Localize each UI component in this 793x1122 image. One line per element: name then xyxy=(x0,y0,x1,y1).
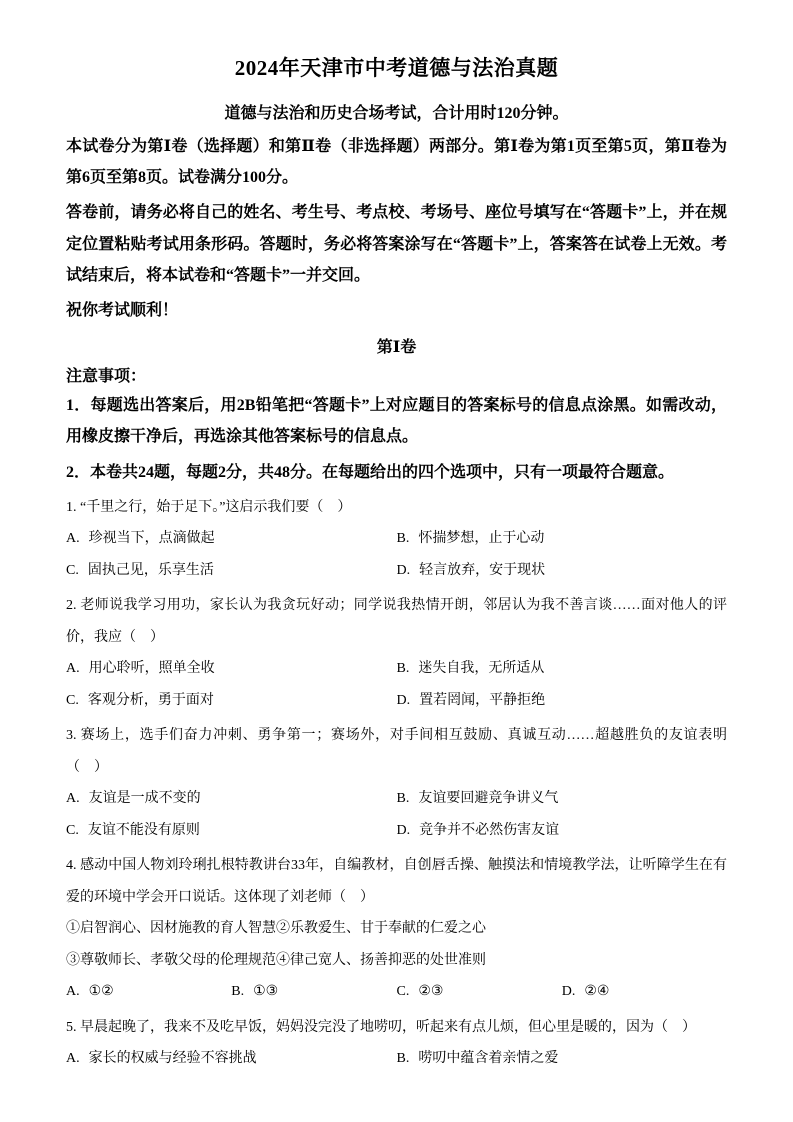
question-2-option-b xyxy=(397,653,728,685)
section-heading: 第Ⅰ卷 xyxy=(376,339,417,357)
question-2-option-a xyxy=(66,653,397,685)
option-label: C. xyxy=(66,562,79,578)
exam-subtitle: 道德与法治和历史合场考试，合计用时120分钟。 xyxy=(224,105,569,122)
question-1-stem: 1. “千里之行，始于足下。”这启示我们要（ ） xyxy=(66,499,352,515)
option-text: 客观分析，勇于面对 xyxy=(87,692,214,708)
note-2: 2．本卷共24题，每题2分，共48分。在每题给出的四个选项中，只有一项最符合题意。 xyxy=(66,463,675,481)
option-label: D. xyxy=(396,692,411,708)
option-label: A. xyxy=(66,791,80,807)
option-text: 友谊是一成不变的 xyxy=(88,791,201,807)
question-2 xyxy=(66,590,727,716)
question-5-stem: 5. 早晨起晚了，我来不及吃早饭，妈妈没完没了地唠叨，听起来有点儿烦，但心里是暖的，因为（ ） xyxy=(66,1019,696,1035)
question-5-options xyxy=(66,1043,727,1075)
option-text: 竞争并不必然伤害友谊 xyxy=(419,822,560,838)
option-label: B. xyxy=(396,661,410,677)
question-4-option-b xyxy=(231,976,396,1008)
question-3-option-b xyxy=(397,783,728,815)
question-4-option-c xyxy=(397,976,562,1008)
option-label: A. xyxy=(66,531,80,547)
option-label: D. xyxy=(561,984,576,1000)
question-1-option-d xyxy=(397,555,728,587)
option-label: D. xyxy=(396,822,411,838)
option-label: B. xyxy=(396,791,410,807)
option-label: B. xyxy=(231,984,245,1000)
notes-heading: 注意事项： xyxy=(66,368,147,386)
question-2-option-c xyxy=(66,685,397,717)
option-text: ②④ xyxy=(584,984,610,1000)
question-4-stem: 4. 感动中国人物刘玲琍扎根特教讲台33年，自编教材，自创唇舌操、触摸法和情境教学法，让听障学生在有爱的环境中学会开口说话。这体现了刘老师（ ） xyxy=(66,858,727,905)
question-4-option-a xyxy=(66,976,231,1008)
page-title: 2024年天津市中考道德与法治真题 xyxy=(234,56,559,80)
question-1 xyxy=(66,492,727,587)
question-3-option-c xyxy=(66,815,397,847)
question-3-option-d xyxy=(397,815,728,847)
question-1-option-b xyxy=(397,523,728,555)
question-4 xyxy=(66,850,727,1008)
option-label: C. xyxy=(66,822,79,838)
option-text: 轻言放弃，安于现状 xyxy=(419,562,546,578)
question-5-option-b xyxy=(397,1043,728,1075)
option-label: C. xyxy=(396,984,410,1000)
option-label: A. xyxy=(66,1051,80,1067)
question-2-stem: 2. 老师说我学习用功，家长认为我贪玩好动；同学说我热情开朗，邻居认为我不善言谈……面对他人的评价，我应（ ） xyxy=(66,598,727,645)
option-text: 用心聆听，照单全收 xyxy=(88,661,215,677)
option-text: 家长的权威与经验不容挑战 xyxy=(88,1051,257,1067)
option-label: D. xyxy=(396,562,411,578)
option-text: 友谊要回避竞争讲义气 xyxy=(418,791,559,807)
note-1: 1．每题选出答案后，用2B铅笔把“答题卡”上对应题目的答案标号的信息点涂黑。如需改动，用橡皮擦干净后，再选涂其他答案标号的信息点。 xyxy=(66,397,727,446)
question-1-option-a xyxy=(66,523,397,555)
question-5-option-a xyxy=(66,1043,397,1075)
option-text: 唠叨中蕴含着亲情之爱 xyxy=(418,1051,559,1067)
question-4-subitems-2: ③尊敬师长、孝敬父母的伦理规范④律己宽人、扬善抑恶的处世准则 xyxy=(66,952,486,968)
option-label: A. xyxy=(66,661,80,677)
question-3-options xyxy=(66,783,727,846)
option-label: C. xyxy=(66,692,79,708)
question-4-subitems-1: ①启智润心、因材施教的育人智慧②乐教爱生、甘于奉献的仁爱之心 xyxy=(66,921,486,937)
question-3 xyxy=(66,720,727,846)
option-label: A. xyxy=(66,984,80,1000)
option-text: 固执己见，乐享生活 xyxy=(87,562,214,578)
option-text: 友谊不能没有原则 xyxy=(87,822,200,838)
option-text: 珍视当下，点滴做起 xyxy=(88,531,215,547)
question-1-option-c xyxy=(66,555,397,587)
question-1-options xyxy=(66,523,727,586)
question-3-stem: 3. 赛场上，选手们奋力冲刺、勇争第一；赛场外，对手间相互鼓励、真诚互动……超越胜负的友谊表明（ ） xyxy=(66,728,727,775)
question-4-option-d xyxy=(562,976,727,1008)
option-text: ②③ xyxy=(418,984,444,1000)
intro-paragraph-2: 答卷前，请务必将自己的姓名、考生号、考点校、考场号、座位号填写在“答题卡”上，并在规定位置粘贴考试用条形码。答题时，务必将答案涂写在“答题卡”上，答案答在试卷上无效。考试结束后，将本试卷和“答题卡”一并交回。 xyxy=(66,204,727,284)
option-label: B. xyxy=(396,531,410,547)
option-text: ①② xyxy=(88,984,114,1000)
option-text: 怀揣梦想，止于心动 xyxy=(418,531,545,547)
intro-paragraph-1: 本试卷分为第Ⅰ卷（选择题）和第Ⅱ卷（非选择题）两部分。第Ⅰ卷为第1页至第5页，第Ⅱ卷为第6页至第8页。试卷满分100分。 xyxy=(66,138,727,187)
question-3-option-a xyxy=(66,783,397,815)
option-text: 迷失自我，无所适从 xyxy=(418,661,545,677)
option-text: ①③ xyxy=(253,984,279,1000)
question-4-options xyxy=(66,976,727,1008)
option-text: 置若罔闻，平静拒绝 xyxy=(419,692,546,708)
question-2-option-d xyxy=(397,685,728,717)
question-5 xyxy=(66,1012,727,1075)
option-label: B. xyxy=(396,1051,410,1067)
question-2-options xyxy=(66,653,727,716)
intro-paragraph-3: 祝你考试顺利！ xyxy=(66,301,179,319)
